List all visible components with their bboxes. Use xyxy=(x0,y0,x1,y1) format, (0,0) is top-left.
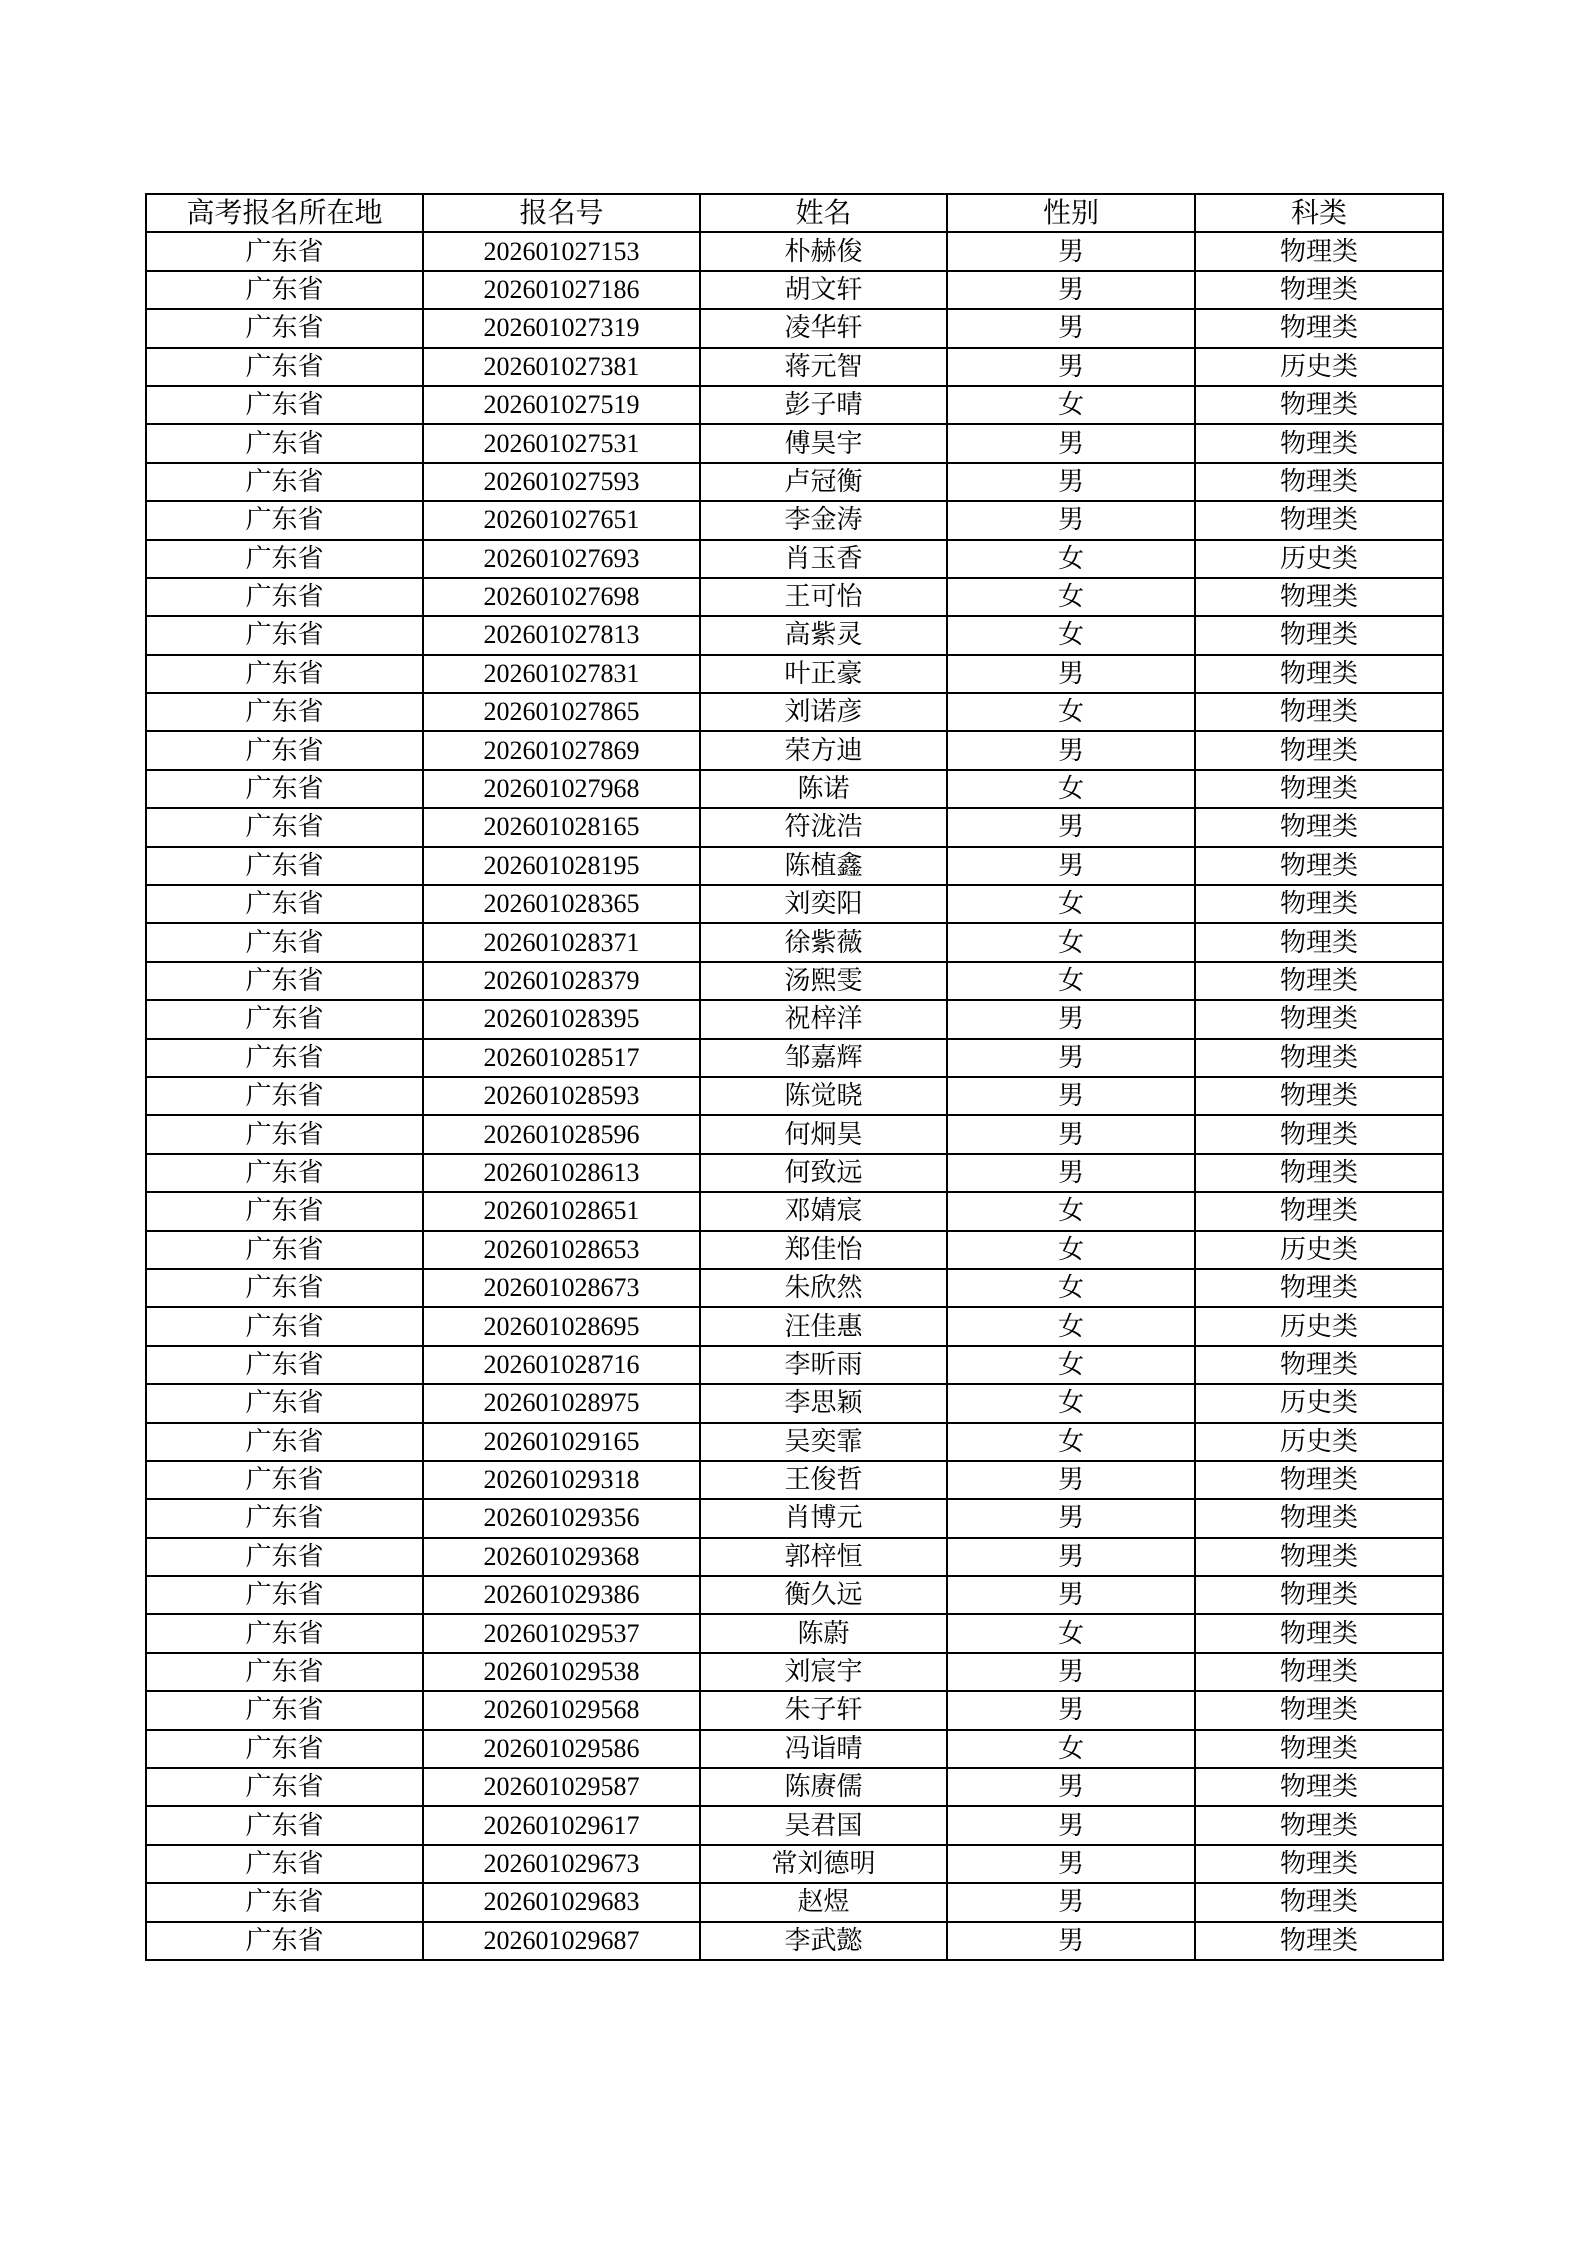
cell-registration-number: 202601027186 xyxy=(423,271,700,309)
cell-region: 广东省 xyxy=(146,616,423,654)
cell-subject-category: 物理类 xyxy=(1195,655,1443,693)
cell-registration-number: 202601029386 xyxy=(423,1576,700,1614)
cell-subject-category: 物理类 xyxy=(1195,232,1443,270)
cell-gender: 女 xyxy=(947,1730,1195,1768)
cell-name: 李金涛 xyxy=(700,501,947,539)
cell-subject-category: 物理类 xyxy=(1195,1499,1443,1537)
cell-registration-number: 202601028365 xyxy=(423,885,700,923)
cell-registration-number: 202601029683 xyxy=(423,1883,700,1921)
cell-region: 广东省 xyxy=(146,1039,423,1077)
table-row xyxy=(146,808,1443,846)
cell-gender: 男 xyxy=(947,348,1195,386)
cell-registration-number: 202601028593 xyxy=(423,1077,700,1115)
cell-subject-category: 物理类 xyxy=(1195,1845,1443,1883)
cell-gender: 男 xyxy=(947,1845,1195,1883)
cell-name: 肖玉香 xyxy=(700,540,947,578)
cell-region: 广东省 xyxy=(146,1154,423,1192)
table-row xyxy=(146,1461,1443,1499)
cell-registration-number: 202601028517 xyxy=(423,1039,700,1077)
cell-registration-number: 202601028165 xyxy=(423,808,700,846)
cell-registration-number: 202601029368 xyxy=(423,1538,700,1576)
cell-name: 邓婧宸 xyxy=(700,1192,947,1230)
cell-region: 广东省 xyxy=(146,1384,423,1422)
cell-gender: 男 xyxy=(947,1039,1195,1077)
cell-registration-number: 202601028195 xyxy=(423,847,700,885)
cell-registration-number: 202601027831 xyxy=(423,655,700,693)
cell-region: 广东省 xyxy=(146,962,423,1000)
cell-gender: 男 xyxy=(947,1883,1195,1921)
cell-registration-number: 202601027651 xyxy=(423,501,700,539)
roster-table xyxy=(145,193,1444,1961)
cell-region: 广东省 xyxy=(146,1192,423,1230)
cell-registration-number: 202601028371 xyxy=(423,923,700,961)
cell-registration-number: 202601027813 xyxy=(423,616,700,654)
cell-registration-number: 202601028653 xyxy=(423,1231,700,1269)
table-row xyxy=(146,424,1443,462)
table-row xyxy=(146,1883,1443,1921)
cell-gender: 女 xyxy=(947,1614,1195,1652)
cell-region: 广东省 xyxy=(146,463,423,501)
table-row xyxy=(146,309,1443,347)
cell-registration-number: 202601028695 xyxy=(423,1307,700,1345)
table-row xyxy=(146,1039,1443,1077)
cell-registration-number: 202601027593 xyxy=(423,463,700,501)
cell-gender: 女 xyxy=(947,616,1195,654)
cell-region: 广东省 xyxy=(146,1883,423,1921)
table-row xyxy=(146,271,1443,309)
cell-gender: 男 xyxy=(947,309,1195,347)
cell-registration-number: 202601029687 xyxy=(423,1922,700,1960)
cell-name: 符泷浩 xyxy=(700,808,947,846)
cell-region: 广东省 xyxy=(146,1730,423,1768)
cell-name: 刘宸宇 xyxy=(700,1653,947,1691)
cell-name: 朴赫俊 xyxy=(700,232,947,270)
cell-region: 广东省 xyxy=(146,1653,423,1691)
cell-registration-number: 202601027531 xyxy=(423,424,700,462)
cell-name: 常刘德明 xyxy=(700,1845,947,1883)
cell-registration-number: 202601027519 xyxy=(423,386,700,424)
cell-gender: 女 xyxy=(947,885,1195,923)
cell-name: 王可怡 xyxy=(700,578,947,616)
cell-region: 广东省 xyxy=(146,348,423,386)
cell-gender: 男 xyxy=(947,1461,1195,1499)
cell-name: 汪佳惠 xyxy=(700,1307,947,1345)
cell-subject-category: 历史类 xyxy=(1195,1231,1443,1269)
cell-region: 广东省 xyxy=(146,1576,423,1614)
header-name: 姓名 xyxy=(700,194,947,232)
cell-name: 彭子晴 xyxy=(700,386,947,424)
cell-region: 广东省 xyxy=(146,808,423,846)
cell-gender: 女 xyxy=(947,770,1195,808)
cell-gender: 男 xyxy=(947,232,1195,270)
cell-subject-category: 物理类 xyxy=(1195,1154,1443,1192)
cell-registration-number: 202601029538 xyxy=(423,1653,700,1691)
cell-name: 邹嘉辉 xyxy=(700,1039,947,1077)
cell-subject-category: 物理类 xyxy=(1195,885,1443,923)
cell-name: 蒋元智 xyxy=(700,348,947,386)
cell-subject-category: 物理类 xyxy=(1195,1115,1443,1153)
cell-registration-number: 202601027693 xyxy=(423,540,700,578)
cell-registration-number: 202601028379 xyxy=(423,962,700,1000)
table-row xyxy=(146,847,1443,885)
cell-subject-category: 物理类 xyxy=(1195,1538,1443,1576)
cell-region: 广东省 xyxy=(146,1922,423,1960)
table-row xyxy=(146,1115,1443,1153)
cell-region: 广东省 xyxy=(146,386,423,424)
cell-gender: 男 xyxy=(947,463,1195,501)
cell-region: 广东省 xyxy=(146,655,423,693)
header-gender: 性别 xyxy=(947,194,1195,232)
cell-name: 李昕雨 xyxy=(700,1346,947,1384)
cell-region: 广东省 xyxy=(146,1538,423,1576)
cell-gender: 女 xyxy=(947,1307,1195,1345)
table-row xyxy=(146,348,1443,386)
table-row xyxy=(146,578,1443,616)
cell-name: 冯诣晴 xyxy=(700,1730,947,1768)
cell-name: 赵煜 xyxy=(700,1883,947,1921)
cell-subject-category: 物理类 xyxy=(1195,1653,1443,1691)
table-row xyxy=(146,1730,1443,1768)
cell-name: 郭梓恒 xyxy=(700,1538,947,1576)
header-row xyxy=(146,194,1443,232)
cell-name: 卢冠衡 xyxy=(700,463,947,501)
cell-name: 何炯昊 xyxy=(700,1115,947,1153)
cell-subject-category: 物理类 xyxy=(1195,309,1443,347)
cell-subject-category: 物理类 xyxy=(1195,1883,1443,1921)
cell-gender: 女 xyxy=(947,962,1195,1000)
cell-subject-category: 物理类 xyxy=(1195,463,1443,501)
header-region: 高考报名所在地 xyxy=(146,194,423,232)
cell-gender: 女 xyxy=(947,578,1195,616)
cell-subject-category: 物理类 xyxy=(1195,770,1443,808)
cell-subject-category: 物理类 xyxy=(1195,1461,1443,1499)
cell-gender: 女 xyxy=(947,540,1195,578)
cell-subject-category: 物理类 xyxy=(1195,271,1443,309)
cell-gender: 女 xyxy=(947,1423,1195,1461)
cell-registration-number: 202601029587 xyxy=(423,1768,700,1806)
cell-gender: 男 xyxy=(947,501,1195,539)
cell-gender: 男 xyxy=(947,808,1195,846)
cell-name: 何致远 xyxy=(700,1154,947,1192)
cell-registration-number: 202601028596 xyxy=(423,1115,700,1153)
table-row xyxy=(146,1614,1443,1652)
cell-gender: 男 xyxy=(947,1653,1195,1691)
cell-subject-category: 物理类 xyxy=(1195,1922,1443,1960)
cell-gender: 男 xyxy=(947,1115,1195,1153)
table-row xyxy=(146,1000,1443,1038)
table-row xyxy=(146,1499,1443,1537)
cell-name: 陈诺 xyxy=(700,770,947,808)
cell-subject-category: 历史类 xyxy=(1195,1423,1443,1461)
cell-gender: 男 xyxy=(947,1576,1195,1614)
cell-region: 广东省 xyxy=(146,232,423,270)
cell-region: 广东省 xyxy=(146,693,423,731)
cell-name: 肖博元 xyxy=(700,1499,947,1537)
cell-subject-category: 物理类 xyxy=(1195,1806,1443,1844)
cell-gender: 女 xyxy=(947,1231,1195,1269)
cell-subject-category: 物理类 xyxy=(1195,1691,1443,1729)
table-row xyxy=(146,1231,1443,1269)
cell-subject-category: 物理类 xyxy=(1195,693,1443,731)
cell-region: 广东省 xyxy=(146,1115,423,1153)
cell-subject-category: 物理类 xyxy=(1195,1730,1443,1768)
cell-name: 李武懿 xyxy=(700,1922,947,1960)
cell-subject-category: 物理类 xyxy=(1195,962,1443,1000)
cell-region: 广东省 xyxy=(146,578,423,616)
table-row xyxy=(146,1307,1443,1345)
cell-registration-number: 202601028651 xyxy=(423,1192,700,1230)
cell-region: 广东省 xyxy=(146,1845,423,1883)
cell-name: 王俊哲 xyxy=(700,1461,947,1499)
cell-registration-number: 202601028716 xyxy=(423,1346,700,1384)
cell-region: 广东省 xyxy=(146,1499,423,1537)
cell-name: 高紫灵 xyxy=(700,616,947,654)
cell-subject-category: 物理类 xyxy=(1195,731,1443,769)
cell-name: 陈蔚 xyxy=(700,1614,947,1652)
table-row xyxy=(146,885,1443,923)
cell-subject-category: 物理类 xyxy=(1195,808,1443,846)
cell-name: 刘诺彦 xyxy=(700,693,947,731)
cell-region: 广东省 xyxy=(146,501,423,539)
cell-region: 广东省 xyxy=(146,309,423,347)
cell-registration-number: 202601027869 xyxy=(423,731,700,769)
cell-registration-number: 202601027153 xyxy=(423,232,700,270)
cell-gender: 女 xyxy=(947,1384,1195,1422)
cell-gender: 男 xyxy=(947,1077,1195,1115)
cell-gender: 男 xyxy=(947,1154,1195,1192)
cell-region: 广东省 xyxy=(146,1000,423,1038)
cell-gender: 女 xyxy=(947,1346,1195,1384)
cell-subject-category: 物理类 xyxy=(1195,1192,1443,1230)
table-row xyxy=(146,1653,1443,1691)
table-row xyxy=(146,655,1443,693)
cell-registration-number: 202601028975 xyxy=(423,1384,700,1422)
cell-subject-category: 物理类 xyxy=(1195,501,1443,539)
cell-subject-category: 物理类 xyxy=(1195,424,1443,462)
cell-gender: 男 xyxy=(947,1499,1195,1537)
cell-subject-category: 物理类 xyxy=(1195,847,1443,885)
cell-name: 凌华轩 xyxy=(700,309,947,347)
cell-registration-number: 202601027319 xyxy=(423,309,700,347)
cell-name: 陈觉晓 xyxy=(700,1077,947,1115)
cell-subject-category: 物理类 xyxy=(1195,1039,1443,1077)
table-row xyxy=(146,386,1443,424)
cell-region: 广东省 xyxy=(146,1806,423,1844)
cell-gender: 男 xyxy=(947,1922,1195,1960)
table-row xyxy=(146,693,1443,731)
table-row xyxy=(146,540,1443,578)
cell-name: 朱欣然 xyxy=(700,1269,947,1307)
cell-registration-number: 202601027698 xyxy=(423,578,700,616)
cell-subject-category: 物理类 xyxy=(1195,1269,1443,1307)
table-row xyxy=(146,1845,1443,1883)
cell-name: 陈植鑫 xyxy=(700,847,947,885)
table-row xyxy=(146,1691,1443,1729)
cell-region: 广东省 xyxy=(146,1269,423,1307)
cell-gender: 女 xyxy=(947,693,1195,731)
table-row xyxy=(146,1346,1443,1384)
header-registration-number: 报名号 xyxy=(423,194,700,232)
cell-name: 刘奕阳 xyxy=(700,885,947,923)
cell-gender: 男 xyxy=(947,731,1195,769)
cell-gender: 男 xyxy=(947,655,1195,693)
table-row xyxy=(146,962,1443,1000)
table-row xyxy=(146,731,1443,769)
cell-gender: 男 xyxy=(947,1691,1195,1729)
cell-region: 广东省 xyxy=(146,1077,423,1115)
cell-registration-number: 202601028395 xyxy=(423,1000,700,1038)
cell-name: 叶正豪 xyxy=(700,655,947,693)
cell-region: 广东省 xyxy=(146,1614,423,1652)
cell-registration-number: 202601029318 xyxy=(423,1461,700,1499)
cell-name: 荣方迪 xyxy=(700,731,947,769)
cell-gender: 女 xyxy=(947,1192,1195,1230)
cell-name: 朱子轩 xyxy=(700,1691,947,1729)
cell-region: 广东省 xyxy=(146,770,423,808)
cell-subject-category: 物理类 xyxy=(1195,578,1443,616)
cell-subject-category: 物理类 xyxy=(1195,1077,1443,1115)
cell-region: 广东省 xyxy=(146,1231,423,1269)
cell-registration-number: 202601029586 xyxy=(423,1730,700,1768)
table-row xyxy=(146,1269,1443,1307)
cell-region: 广东省 xyxy=(146,1461,423,1499)
cell-name: 傅昊宇 xyxy=(700,424,947,462)
cell-gender: 男 xyxy=(947,271,1195,309)
cell-gender: 女 xyxy=(947,1269,1195,1307)
cell-subject-category: 历史类 xyxy=(1195,540,1443,578)
table-row xyxy=(146,1384,1443,1422)
cell-registration-number: 202601029617 xyxy=(423,1806,700,1844)
cell-gender: 男 xyxy=(947,1000,1195,1038)
table-row xyxy=(146,1922,1443,1960)
cell-name: 李思颖 xyxy=(700,1384,947,1422)
table-row xyxy=(146,1154,1443,1192)
cell-gender: 男 xyxy=(947,847,1195,885)
cell-name: 吴君国 xyxy=(700,1806,947,1844)
cell-region: 广东省 xyxy=(146,885,423,923)
cell-region: 广东省 xyxy=(146,1691,423,1729)
cell-subject-category: 物理类 xyxy=(1195,1000,1443,1038)
table-row xyxy=(146,1423,1443,1461)
table-row xyxy=(146,923,1443,961)
cell-registration-number: 202601029356 xyxy=(423,1499,700,1537)
cell-gender: 男 xyxy=(947,424,1195,462)
table-row xyxy=(146,463,1443,501)
cell-subject-category: 物理类 xyxy=(1195,923,1443,961)
table-row xyxy=(146,1077,1443,1115)
cell-registration-number: 202601028613 xyxy=(423,1154,700,1192)
table-row xyxy=(146,770,1443,808)
cell-region: 广东省 xyxy=(146,1307,423,1345)
cell-registration-number: 202601029568 xyxy=(423,1691,700,1729)
cell-gender: 男 xyxy=(947,1806,1195,1844)
cell-name: 吴奕霏 xyxy=(700,1423,947,1461)
table-row xyxy=(146,501,1443,539)
cell-gender: 女 xyxy=(947,386,1195,424)
cell-region: 广东省 xyxy=(146,1423,423,1461)
table-row xyxy=(146,616,1443,654)
cell-registration-number: 202601027381 xyxy=(423,348,700,386)
table-row xyxy=(146,1806,1443,1844)
cell-region: 广东省 xyxy=(146,923,423,961)
table-row xyxy=(146,232,1443,270)
cell-subject-category: 物理类 xyxy=(1195,1576,1443,1614)
cell-region: 广东省 xyxy=(146,424,423,462)
table-row xyxy=(146,1768,1443,1806)
table-row xyxy=(146,1538,1443,1576)
cell-name: 徐紫薇 xyxy=(700,923,947,961)
cell-region: 广东省 xyxy=(146,847,423,885)
cell-subject-category: 物理类 xyxy=(1195,616,1443,654)
cell-registration-number: 202601029673 xyxy=(423,1845,700,1883)
cell-subject-category: 历史类 xyxy=(1195,1307,1443,1345)
cell-subject-category: 物理类 xyxy=(1195,386,1443,424)
table-body xyxy=(146,232,1443,1960)
cell-registration-number: 202601028673 xyxy=(423,1269,700,1307)
cell-name: 陈赓儒 xyxy=(700,1768,947,1806)
cell-region: 广东省 xyxy=(146,1346,423,1384)
cell-region: 广东省 xyxy=(146,540,423,578)
cell-subject-category: 历史类 xyxy=(1195,348,1443,386)
cell-gender: 男 xyxy=(947,1538,1195,1576)
cell-name: 汤熙雯 xyxy=(700,962,947,1000)
cell-registration-number: 202601027865 xyxy=(423,693,700,731)
cell-registration-number: 202601027968 xyxy=(423,770,700,808)
cell-name: 衡久远 xyxy=(700,1576,947,1614)
cell-gender: 女 xyxy=(947,923,1195,961)
cell-subject-category: 历史类 xyxy=(1195,1384,1443,1422)
cell-region: 广东省 xyxy=(146,731,423,769)
cell-subject-category: 物理类 xyxy=(1195,1614,1443,1652)
table-row xyxy=(146,1192,1443,1230)
header-subject-category: 科类 xyxy=(1195,194,1443,232)
cell-registration-number: 202601029165 xyxy=(423,1423,700,1461)
cell-name: 胡文轩 xyxy=(700,271,947,309)
table-row xyxy=(146,1576,1443,1614)
cell-region: 广东省 xyxy=(146,271,423,309)
cell-subject-category: 物理类 xyxy=(1195,1768,1443,1806)
cell-name: 郑佳怡 xyxy=(700,1231,947,1269)
cell-name: 祝梓洋 xyxy=(700,1000,947,1038)
cell-subject-category: 物理类 xyxy=(1195,1346,1443,1384)
cell-gender: 男 xyxy=(947,1768,1195,1806)
cell-region: 广东省 xyxy=(146,1768,423,1806)
cell-registration-number: 202601029537 xyxy=(423,1614,700,1652)
